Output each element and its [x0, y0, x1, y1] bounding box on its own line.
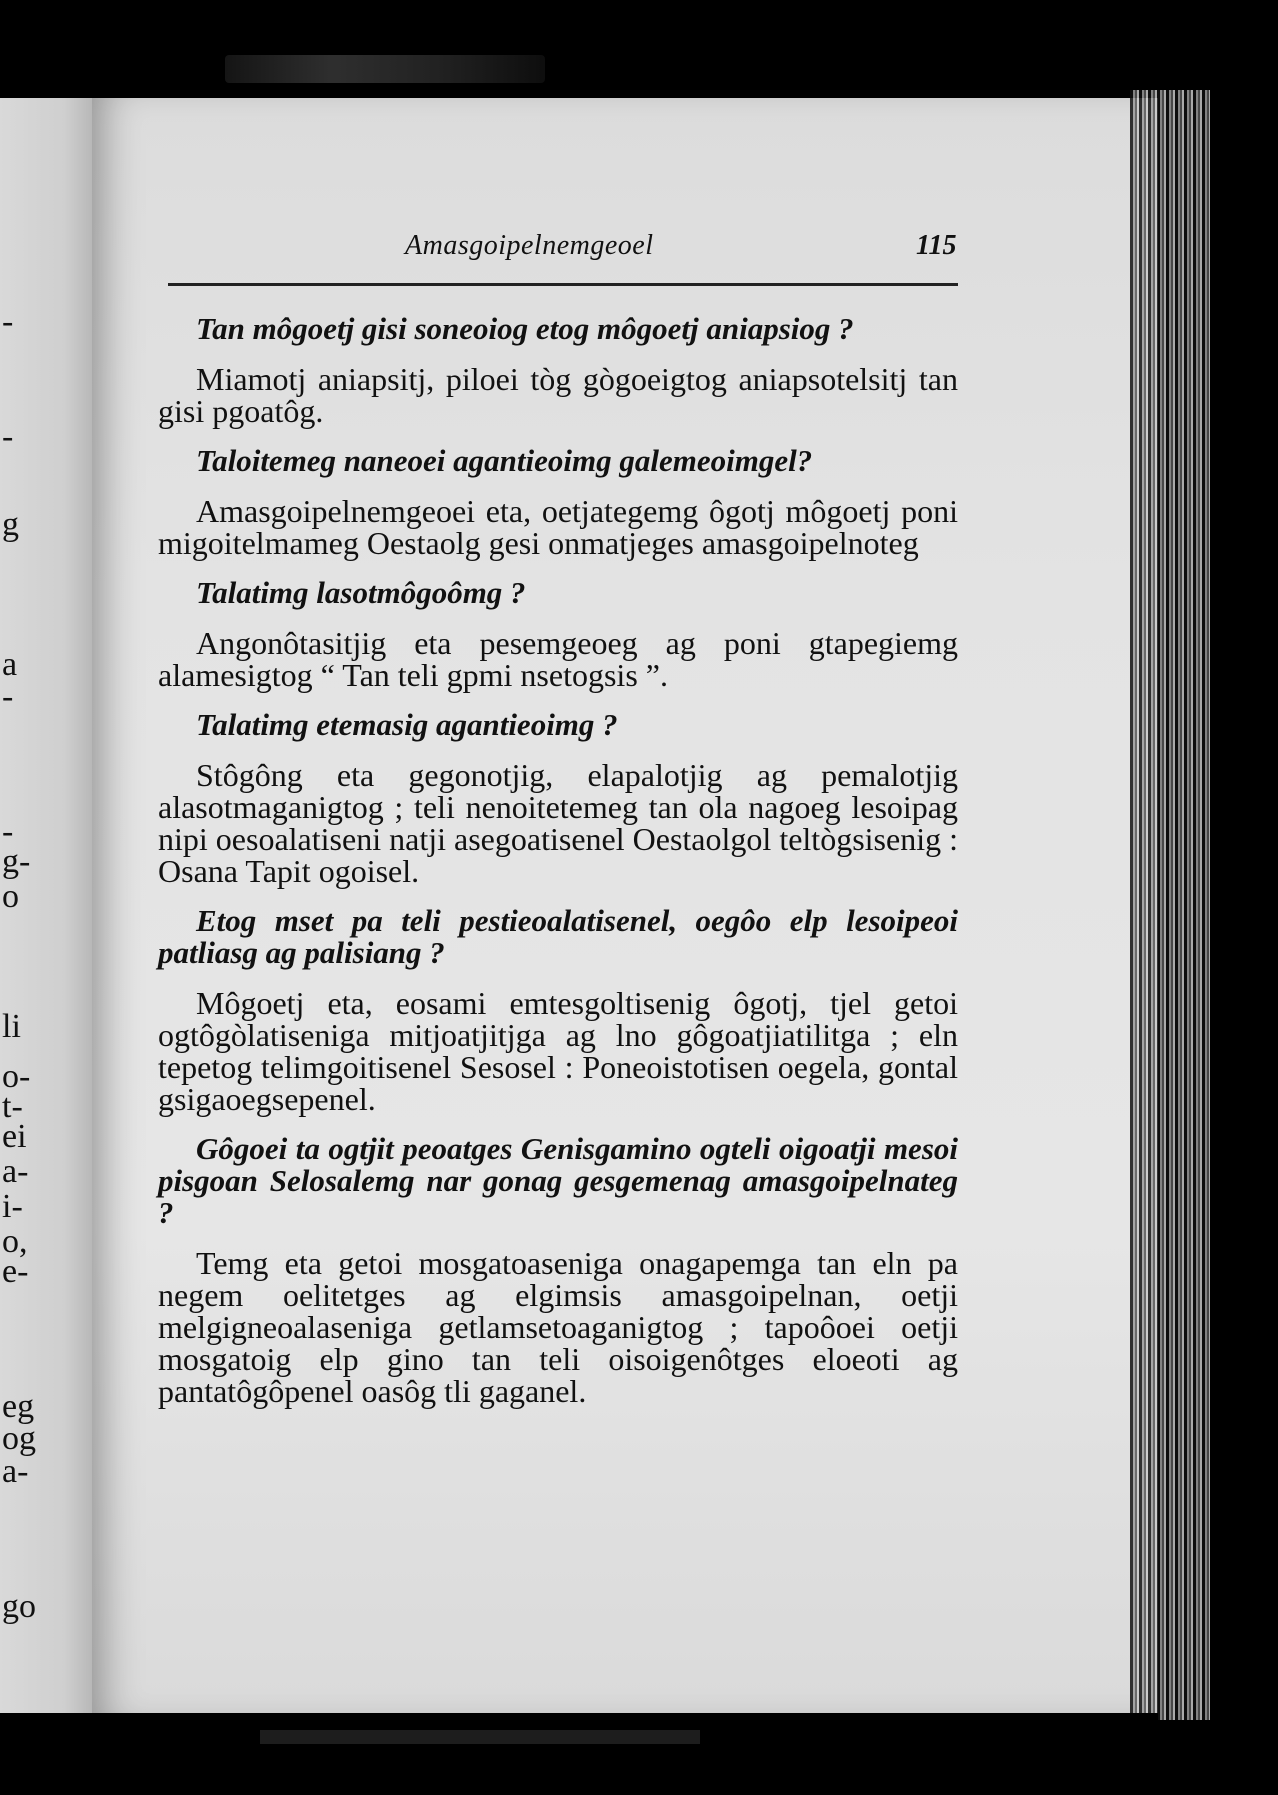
- scan-smudge-bottom: [260, 1730, 700, 1744]
- left-page-fragment: e-: [2, 1253, 29, 1290]
- left-page-fragment: -: [2, 678, 14, 715]
- left-page-fragment: o,: [2, 1223, 28, 1260]
- question-paragraph: Tan môgoetj gisi soneoiog etog môgoetj aniapsiog ?: [196, 311, 854, 346]
- question-paragraph: Taloitemeg naneoei agantieoimg galemeoimgel?: [196, 443, 813, 478]
- header-rule: [168, 283, 958, 286]
- left-page-fragment: ei: [2, 1118, 27, 1155]
- left-page-fragment: eg: [2, 1388, 35, 1425]
- scan-bottom-margin: [92, 1713, 1158, 1795]
- answer-paragraph: Stôgông eta gegonotjig, elapalotjig ag pemalotjig alasotmaganigtog ; teli nenoitetemeg tan ola nagoeg lesoipag nipi oesoalatiseni natji asegoatisenel Oestaolgol teltògsisenig : Osana Tapit ogoisel.: [158, 757, 958, 889]
- scan-smudge-top: [225, 55, 545, 83]
- question-paragraph: Gôgoei ta ogtjit peoatges Genisgamino ogteli oigoatji mesoi pisgoan Selosalemg nar gonag gesgemenag amasgoipelnateg ?: [158, 1131, 958, 1230]
- answer-paragraph: Temg eta getoi mosgatoaseniga onagapemga tan eln pa negem oelitetges ag elgimsis amasgoipelnan, oetji melgigneoalaseniga getlamsetoaganigtog ; tapoôoei oetji mosgatoig elp gino tan teli oisoigenôtges eloeoti ag pantatôgôpenel oasôg tli gaganel.: [158, 1245, 958, 1409]
- page-number: 115: [916, 230, 957, 261]
- left-page-fragment: g-: [2, 843, 31, 880]
- left-page-fragment: -: [2, 418, 14, 455]
- left-page-fragment: o-: [2, 1058, 31, 1095]
- left-page-fragment: li: [2, 1008, 21, 1045]
- question-paragraph: Talatimg etemasig agantieoimg ?: [196, 707, 618, 742]
- question-paragraph: Etog mset pa teli pestieoalatisenel, oegôo elp lesoipeoi patliasg ag palisiang ?: [158, 903, 958, 970]
- running-header: [0, 230, 1278, 266]
- page-body: [158, 313, 958, 1425]
- left-page-fragment: t-: [2, 1088, 23, 1125]
- left-page-fragment: g: [2, 506, 19, 543]
- left-page-fragment: -: [2, 813, 14, 850]
- running-head-title: Amasgoipelnemgeoel: [405, 230, 654, 261]
- left-page-fragment: a-: [2, 1153, 29, 1190]
- answer-paragraph: Miamotj aniapsitj, piloei tòg gògoeigtog aniapsotelsitj tan gisi pgoatôg.: [158, 361, 958, 429]
- left-page-fragment: a-: [2, 1453, 29, 1490]
- page-stack-edges: [1130, 90, 1210, 1720]
- left-page-fragment: o: [2, 878, 19, 915]
- answer-paragraph: Môgoetj eta, eosami emtesgoltisenig ôgotj, tjel getoi ogtôgòlatiseniga mitjoatjitjga ag lno gôgoatjiatilitga ; eln tepetog telimgoitisenel Sesosel : Poneoistotisen oegela, gontal gsigaoegsepenel.: [158, 985, 958, 1117]
- answer-paragraph: Angonôtasitjig eta pesemgeoeg ag poni gtapegiemg alamesigtog “ Tan teli gpmi nsetogsis ”.: [158, 625, 958, 693]
- left-page-fragment: go: [2, 1588, 36, 1625]
- answer-paragraph: Amasgoipelnemgeoei eta, oetjategemg ôgotj môgoetj poni migoitelmameg Oestaolg gesi onmatjeges amasgoipelnoteg: [158, 493, 958, 561]
- question-paragraph: Talatimg lasotmôgoômg ?: [196, 575, 526, 610]
- left-page-fragment: -: [2, 303, 14, 340]
- left-page-fragment: a: [2, 646, 18, 683]
- left-page-fragment: og: [2, 1420, 36, 1457]
- left-page-fragment: i-: [2, 1188, 23, 1225]
- left-page-edge: [0, 98, 98, 1713]
